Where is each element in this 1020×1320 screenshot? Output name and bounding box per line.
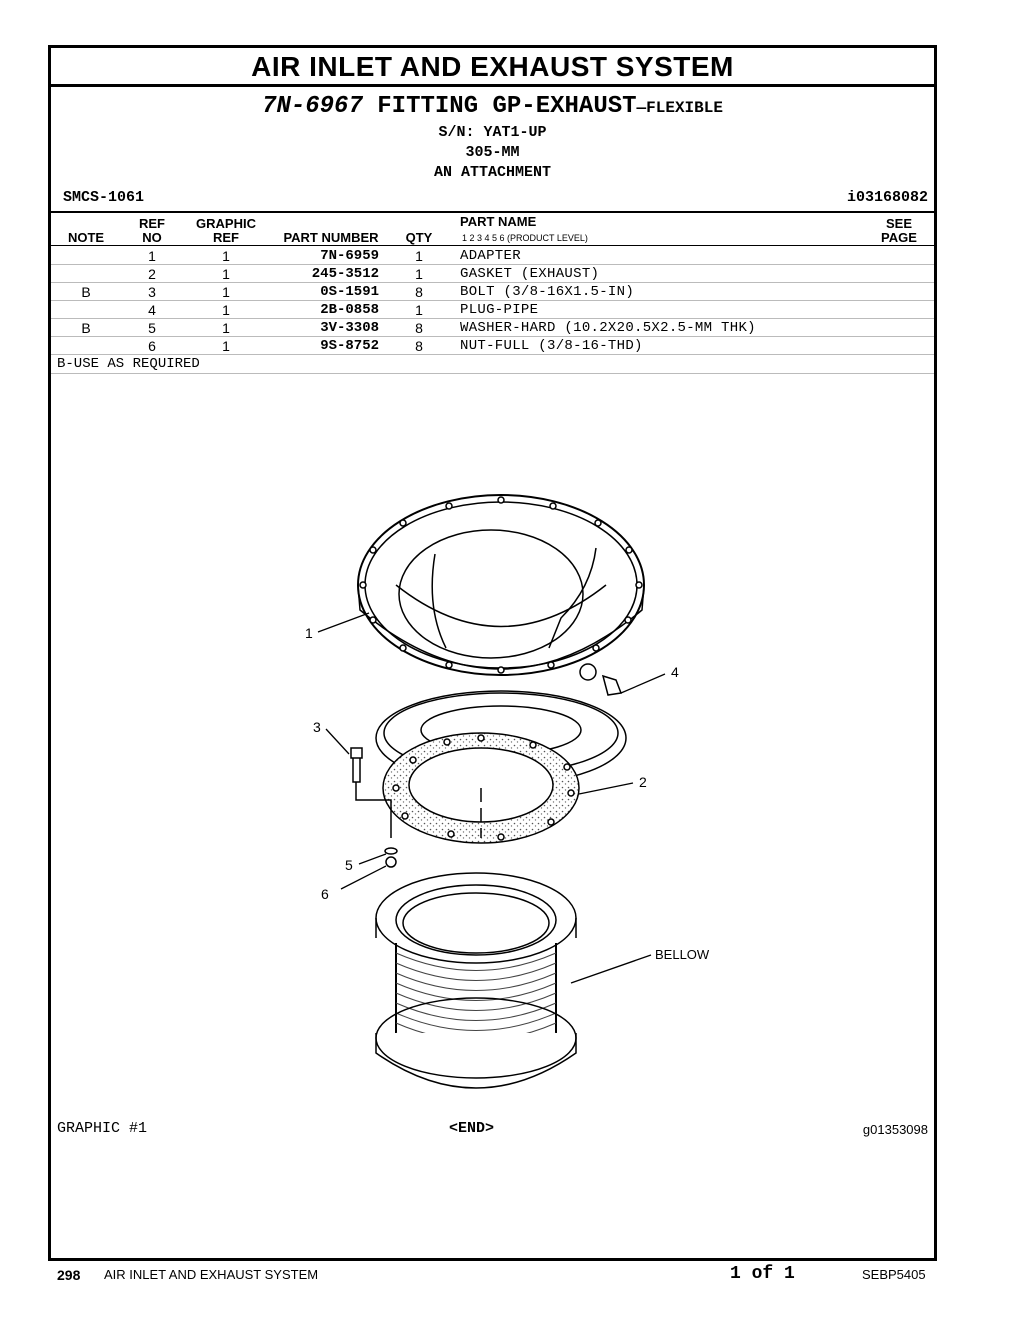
col-part-number: PART NUMBER [283,230,379,245]
callout-5: 5 [345,857,353,873]
row-ref: 4 [148,302,156,318]
group-part-number: 7N-6967 [262,93,363,120]
row-part-number[interactable]: 2B-0858 [320,302,379,318]
callout-bellow: BELLOW [655,947,710,962]
page-title: AIR INLET AND EXHAUST SYSTEM [51,48,934,87]
row-part-number[interactable]: 3V-3308 [320,320,379,336]
footer-section: AIR INLET AND EXHAUST SYSTEM [104,1267,319,1282]
row-ref: 1 [148,248,156,264]
row-graphic: 1 [222,248,230,264]
graphic-id: g01353098 [862,1122,928,1137]
row-qty: 1 [415,302,423,318]
plug-pipe-part [580,664,621,695]
row-part-name: GASKET (EXHAUST) [460,266,600,282]
row-ref: 6 [148,338,156,354]
row-qty: 8 [415,284,423,300]
illustration-id: i03168082 [846,189,928,206]
row-qty: 8 [415,320,423,336]
row-part-number[interactable]: 7N-6959 [320,248,379,264]
callout-3: 3 [313,719,321,735]
row-qty: 8 [415,338,423,354]
row-part-number[interactable]: 245-3512 [311,266,379,282]
graphic-label: GRAPHIC #1 [57,1120,148,1137]
col-ref-top: REF [139,216,165,231]
group-part-title: FITTING GP-EXHAUST [377,93,637,120]
col-qty: QTY [405,230,433,245]
row-graphic: 1 [222,320,230,336]
row-qty: 1 [415,248,423,264]
row-part-name: BOLT (3/8-16X1.5-IN) [460,284,635,300]
serial-number: S/N: YAT1-UP [438,124,547,141]
group-part-title-suffix: —FLEXIBLE [636,99,723,117]
page-of: 1 of 1 [730,1264,795,1284]
row-graphic: 1 [222,302,230,318]
col-note: NOTE [67,230,105,245]
row-part-number[interactable]: 9S-8752 [320,338,379,354]
col-graphic-bottom: REF [213,230,239,245]
row-ref: 5 [148,320,156,336]
row-qty: 1 [415,266,423,282]
row-part-name: WASHER-HARD (10.2X20.5X2.5-MM THK) [460,320,756,336]
row-graphic: 1 [222,266,230,282]
bellow-part [376,873,576,1088]
row-ref: 3 [148,284,156,300]
col-product-level: 1 2 3 4 5 6 (PRODUCT LEVEL) [462,233,588,243]
row-note: B [81,320,91,336]
row-graphic: 1 [222,338,230,354]
row-graphic: 1 [222,284,230,300]
col-part-name: PART NAME [460,214,537,229]
page-frame [48,45,937,1261]
end-marker: <END> [449,1120,495,1137]
callout-4: 4 [671,664,679,680]
callout-6: 6 [321,886,329,902]
document-id: SEBP5405 [862,1267,926,1282]
exploded-view-illustration [51,48,934,1258]
row-ref: 2 [148,266,156,282]
col-graphic-top: GRAPHIC [196,216,256,231]
row-part-name: ADAPTER [460,248,521,264]
row-part-name: PLUG-PIPE [460,302,539,318]
callout-2: 2 [639,774,647,790]
col-see-top: SEE [885,216,912,231]
col-see-bottom: PAGE [881,230,917,245]
row-part-number[interactable]: 0S-1591 [320,284,379,300]
col-ref-bottom: NO [142,230,162,245]
size-spec: 305-MM [465,144,520,161]
callout-1: 1 [305,625,313,641]
row-note: B [81,284,91,300]
gasket-part [383,733,579,843]
attachment-note: AN ATTACHMENT [433,164,552,181]
page-number: 298 [57,1267,81,1283]
smcs-code: SMCS-1061 [63,189,145,206]
usage-note: B-USE AS REQUIRED [57,356,200,372]
row-part-name: NUT-FULL (3/8-16-THD) [460,338,643,354]
